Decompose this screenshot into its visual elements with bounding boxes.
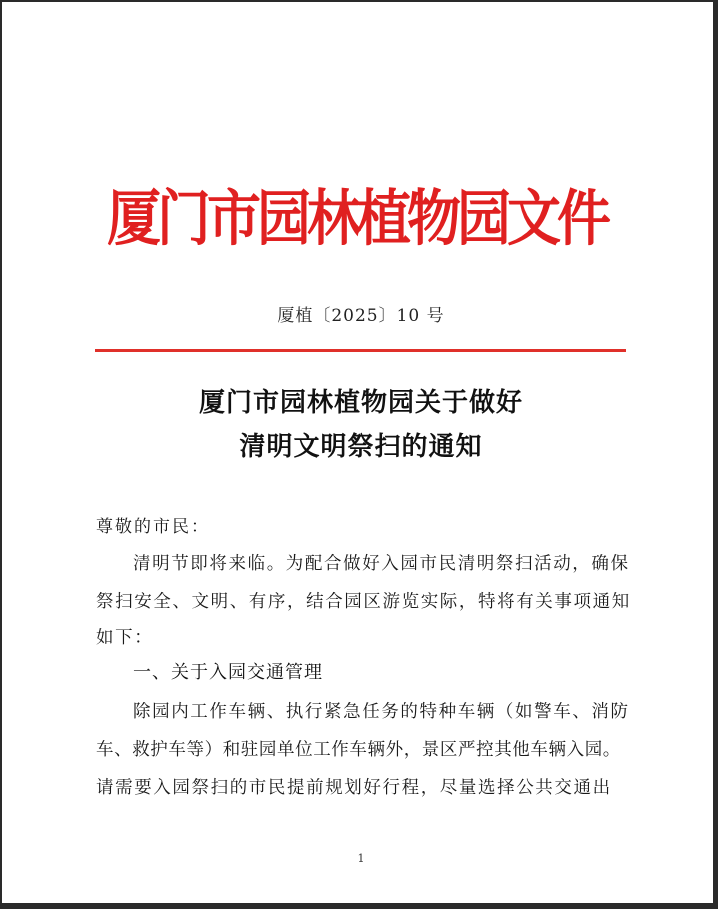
scan-edge-right [713, 0, 718, 909]
section-1-heading: 一、关于入园交通管理 [133, 662, 323, 683]
salutation: 尊敬的市民： [96, 517, 210, 537]
page-number: 1 [357, 852, 365, 865]
document-number: 厦植〔2025〕10 号 [277, 306, 445, 326]
section-1-line-1: 除园内工作车辆、执行紧急任务的特种车辆（如警车、消防 [133, 702, 630, 722]
section-1-line-2: 车、救护车等）和驻园单位工作车辆外，景区严控其他车辆入园。 [96, 740, 621, 760]
intro-line-2: 祭扫安全、文明、有序，结合园区游览实际，特将有关事项通知 [96, 592, 631, 612]
scan-edge-bottom [0, 903, 718, 909]
section-1-line-3: 请需要入园祭扫的市民提前规划好行程，尽量选择公共交通出 [96, 778, 612, 798]
notice-title-line-1: 厦门市园林植物园关于做好 [198, 388, 523, 418]
issuer-header: 厦门市园林植物园文件 [107, 182, 607, 254]
intro-line-1: 清明节即将来临。为配合做好入园市民清明祭扫活动，确保 [133, 554, 630, 574]
notice-title-line-2: 清明文明祭扫的通知 [239, 432, 483, 462]
intro-line-3: 如下： [96, 628, 154, 648]
